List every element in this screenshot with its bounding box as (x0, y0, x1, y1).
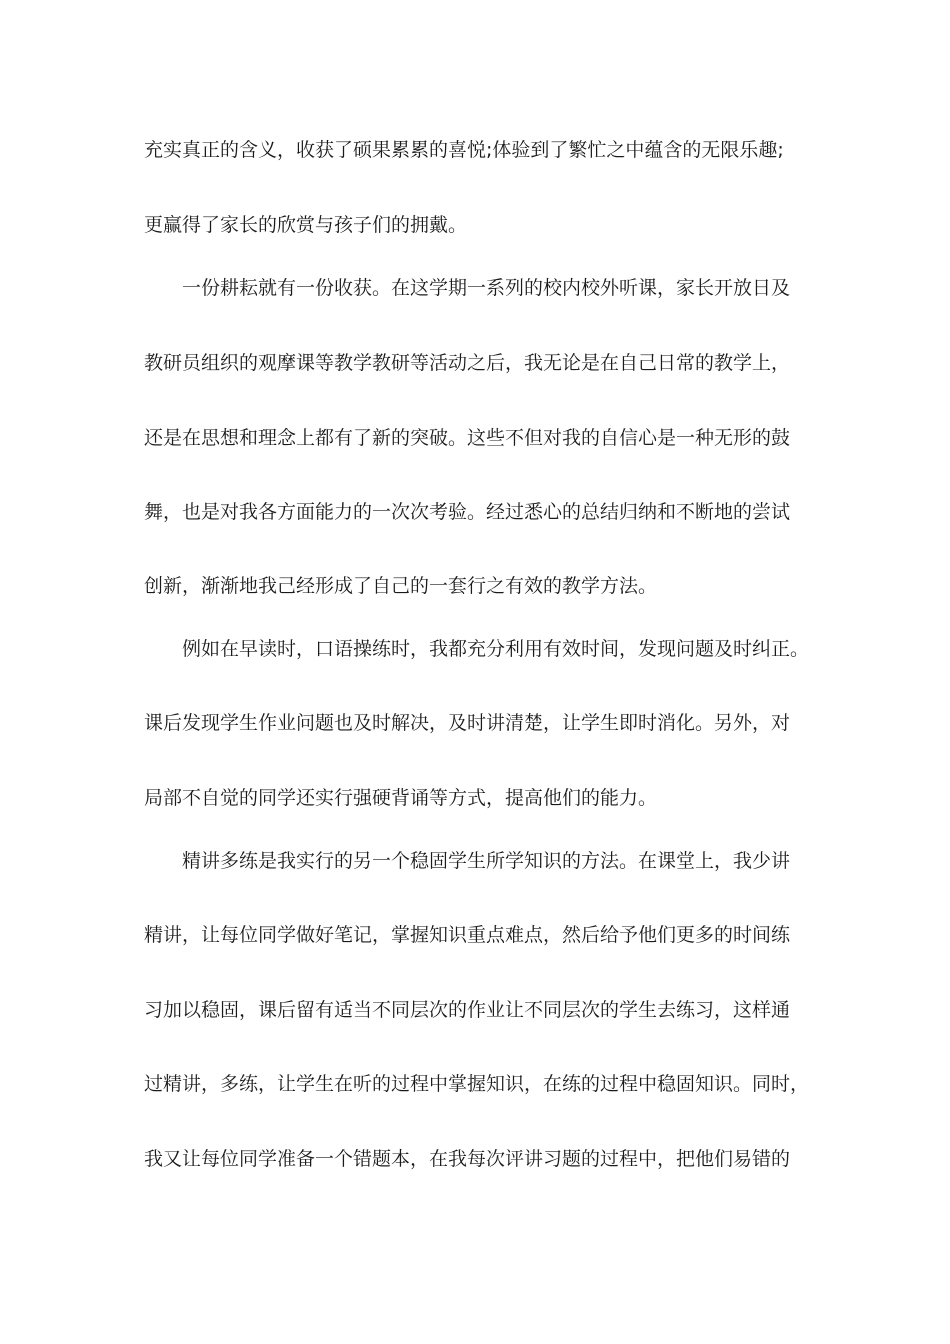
text-line-12: 精讲，让每位同学做好笔记，掌握知识重点难点，然后给予他们更多的时间练 (144, 924, 791, 946)
text-line-15: 我又让每位同学准备一个错题本，在我每次评讲习题的过程中，把他们易错的 (144, 1148, 791, 1170)
text-line-13: 习加以稳固，课后留有适当不同层次的作业让不同层次的学生去练习，这样通 (144, 999, 791, 1021)
text-line-2: 更赢得了家长的欣赏与孩子们的拥戴。 (144, 214, 468, 236)
paragraph-start-line-3: 一份耕耘就有一份收获。在这学期一系列的校内校外听课，家长开放日及 (182, 277, 791, 299)
text-line-1: 充实真正的含义，收获了硕果累累的喜悦;体验到了繁忙之中蕴含的无限乐趣; (144, 139, 784, 161)
text-line-7: 创新，渐渐地我己经形成了自己的一套行之有效的教学方法。 (144, 575, 658, 597)
text-line-10: 局部不自觉的同学还实行强硬背诵等方式，提高他们的能力。 (144, 787, 658, 809)
paragraph-start-line-11: 精讲多练是我实行的另一个稳固学生所学知识的方法。在课堂上，我少讲 (182, 850, 791, 872)
text-line-9: 课后发现学生作业问题也及时解决，及时讲清楚，让学生即时消化。另外，对 (144, 712, 791, 734)
text-line-14: 过精讲，多练，让学生在听的过程中掌握知识，在练的过程中稳固知识。同时， (144, 1073, 810, 1095)
paragraph-start-line-8: 例如在早读时，口语操练时，我都充分利用有效时间，发现问题及时纠正。 (182, 638, 810, 660)
text-line-4: 教研员组织的观摩课等教学教研等活动之后，我无论是在自己日常的教学上， (144, 352, 791, 374)
text-line-5: 还是在思想和理念上都有了新的突破。这些不但对我的自信心是一种无形的鼓 (144, 427, 791, 449)
text-line-6: 舞，也是对我各方面能力的一次次考验。经过悉心的总结归纳和不断地的尝试 (144, 501, 791, 523)
